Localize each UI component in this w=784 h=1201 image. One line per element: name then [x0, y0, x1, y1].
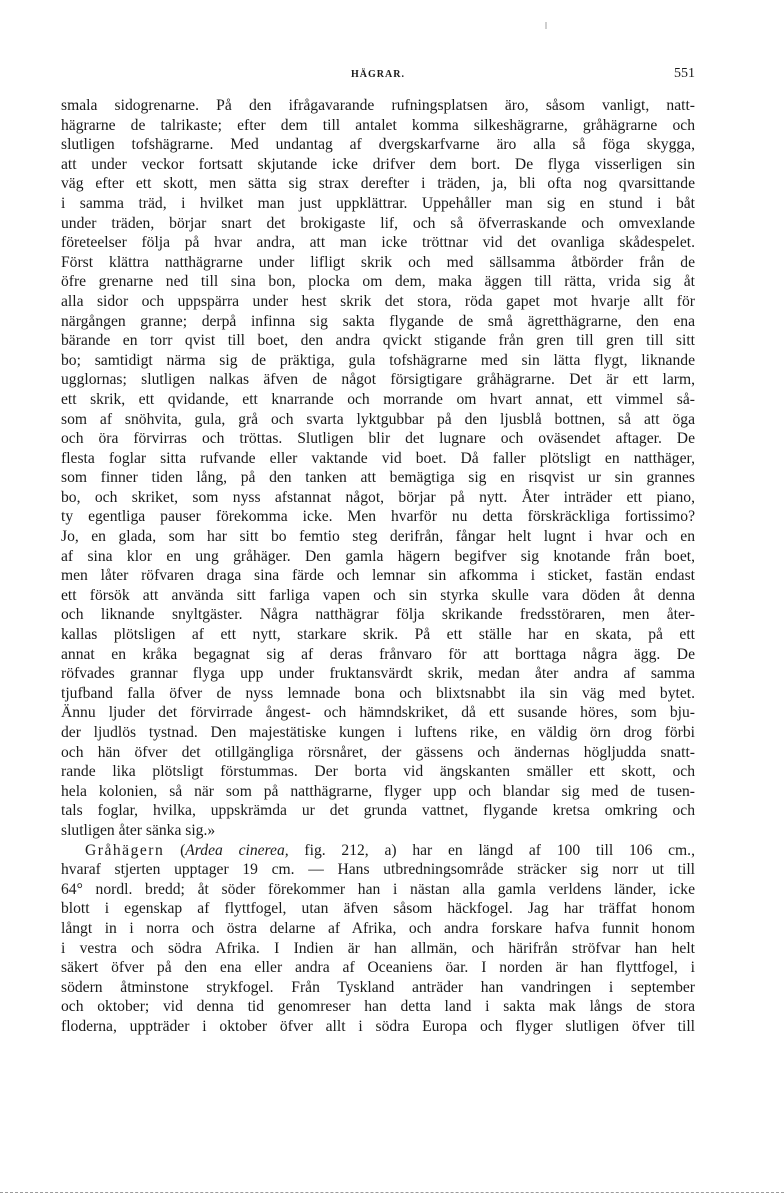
text-line: bärande en torr qvist till boet, den andra qvickt stigande från gren till gren till sitt	[61, 332, 695, 350]
text-line: rande lika plötsligt förstummas. Der borta vid ängskanten smäller ett skott, och	[61, 763, 695, 781]
text-line: hela kolonien, så när som på natthägrarne, flyger upp och blandar sig med de tusen-	[61, 782, 695, 800]
text-line: kallas plötsligen af ett nytt, starkare skrik. På ett ställe har en skata, på ett	[61, 626, 695, 644]
text-line: i vestra och södra Afrika. I Indien är han allmän, och härifrån ströfvar han helt	[61, 939, 695, 957]
text-line: långt in i norra och östra delarne af Afrika, och andra forskare hafva funnit honom	[61, 919, 695, 937]
text-line: bo, och skriket, som nyss afstannat något, börjar på nytt. Åter inträder ett piano,	[61, 488, 695, 506]
text-line: af sina klor en ung gråhäger. Den gamla hägern begifver sig knotande från boet,	[61, 547, 695, 565]
text-line: bo; samtidigt närma sig de präktiga, gula tofshägrarne med sin lätta flygt, liknande	[61, 351, 695, 369]
text-line: som af snöhvita, gula, grå och svarta lyktgubbar på den ljusblå bottnen, så att öga	[61, 410, 695, 428]
text-line: tals foglar, hvilka, uppskrämda ur det grunda vattnet, flygande kretsa omkring och	[61, 802, 695, 820]
text-line: Ännu ljuder det förvirrade ångest- och hämndskriket, då ett susande höres, som bju-	[61, 704, 695, 722]
text-line: i samma träd, i hvilket man just uppklättrar. Uppehåller man sig en stund i båt	[61, 194, 695, 212]
text-line: tjufband falla öfver de nyss lemnade bona och blixtsnabbt ila sin väg med bytet.	[61, 684, 695, 702]
body-text	[61, 96, 695, 1037]
text-line: flesta foglar sitta rufvande eller vaktande vid boet. Då faller plötsligt en natthäger,	[61, 449, 695, 467]
text-line: södern åtminstone strykfogel. Från Tyskland anträder han vandringen i september	[61, 978, 695, 996]
text-line: hägrarne de talrikaste; efter dem till antalet komma silkeshägrarne, gråhägrarne och	[61, 116, 695, 134]
text-line: röfvades grannar flyga upp under fruktansvärdt skrik, medan åter andra af samma	[61, 665, 695, 683]
scan-bottom-edge	[0, 1192, 784, 1194]
page-header	[61, 64, 695, 84]
text-line: men låter röfvaren draga sina färde och lemnar sin afkomma i sticket, fastän endast	[61, 567, 695, 585]
text-line: väg efter ett skott, men sätta sig strax derefter i träden, ja, bli ofta nog qvarsittande	[61, 175, 695, 193]
text-line: ugglornas; slutligen nalkas äfven de något försigtigare gråhägrarne. Det är ett larm,	[61, 371, 695, 389]
text-line: företeelser följa på hvar andra, att man icke tröttnar vid det ovanliga skådespelet.	[61, 234, 695, 252]
text-line: blott i egenskap af flyttfogel, utan äfven såsom häckfogel. Jag har träffat honom	[61, 900, 695, 918]
text-line: ty egentliga pauser förekomma icke. Men hvarför nu detta förskräckliga fortissimo?	[61, 508, 695, 526]
text-line: Jo, en glada, som har sitt bo femtio steg derifrån, fångar helt lugnt i hvar och en	[61, 528, 695, 546]
text-line: säkert öfver på den ena eller andra af Oceaniens öar. I norden är han flyttfogel, i	[61, 959, 695, 977]
text-line: alla sidor och uppspärra under hest skrik det stora, röda gapet mot hvarje allt för	[61, 292, 695, 310]
text-line: öfre grenarne ned till sina bon, plocka om dem, maka äggen till rätta, vrida sig åt	[61, 273, 695, 291]
text-line: och hän öfver det otillgängliga rörsnåret, der gässens och ändernas högljudda snatt-	[61, 743, 695, 761]
text-line: hvaraf stjerten upptager 19 cm. — Hans utbredningsområde sträcker sig norr ut till	[61, 861, 695, 879]
open-paren: (	[180, 841, 186, 859]
text-line: och oktober; vid denna tid genomreser han detta land i sakta mak långs de stora	[61, 998, 695, 1016]
text-line: der ljudlös tystnad. Den majestätiske kungen i luftens rike, en väldig örn drog förbi	[61, 724, 695, 741]
text-line: slutligen åter sänka sig.»	[61, 821, 216, 839]
text-line: närgången granne; derpå infinna sig sakta flygande de små ägretthägrarne, den ena	[61, 312, 695, 330]
text-line: Först klättra natthägrarne under lifligt skrik och med sällsamma åtbörder från de	[61, 253, 695, 271]
text-line: ett försök att använda sitt farliga vapen och sin styrka skulle vara döden åt denna	[61, 586, 695, 604]
paragraph-lines	[61, 860, 695, 1036]
text-line	[61, 841, 695, 861]
latin-name: Ardea cinerea,	[185, 841, 289, 859]
text-line: och öra förvirras och tröttas. Slutligen blir det lugnare och oväsendet aftager. De	[61, 430, 695, 448]
text-line: smala sidogrenarne. På den ifrågavarande rufningsplatsen äro, såsom vanligt, natt-	[61, 97, 695, 114]
text-line: under träden, börjar snart det brokigaste lif, och så öfverraskande och omvexlande	[61, 214, 695, 232]
paragraph-heron-colony	[61, 96, 695, 841]
text-line: slutligen tofshägrarne. Med undantag af dvergskarfvarne äro alla så föga skygga,	[61, 136, 695, 154]
paragraph-grey-heron	[61, 841, 695, 1037]
line-text: fig. 212, a) har en längd af 100 till 106 cm.,	[304, 841, 695, 859]
text-line: ett skrik, ett qvidande, ett knarrande och morrande om hvart annat, ett vimmel så-	[61, 390, 695, 408]
page-number: 551	[674, 66, 695, 81]
running-head: HÄGRAR.	[351, 69, 405, 80]
text-line: att under veckor fortsatt skjutande icke drifver dem bort. De flyga visserligen sin	[61, 155, 695, 173]
scan-artifact	[545, 22, 547, 29]
species-name: Gråhägern	[85, 841, 165, 859]
text-line: 64° nordl. bredd; åt söder förekommer han i nästan alla gamla verldens länder, icke	[61, 880, 695, 898]
text-line: annat en kråka begagnat sig af deras frånvaro för att borttaga några ägg. De	[61, 645, 695, 663]
text-line: och liknande snyltgäster. Några natthägrar följa skrikande fredsstöraren, men åter-	[61, 606, 695, 624]
text-line: floderna, uppträder i oktober öfver allt i södra Europa och flyger slutligen öfver till	[61, 1017, 695, 1035]
text-line: som finner tiden lång, på den tanken att bemägtiga sig en risqvist ur sin grannes	[61, 469, 695, 487]
